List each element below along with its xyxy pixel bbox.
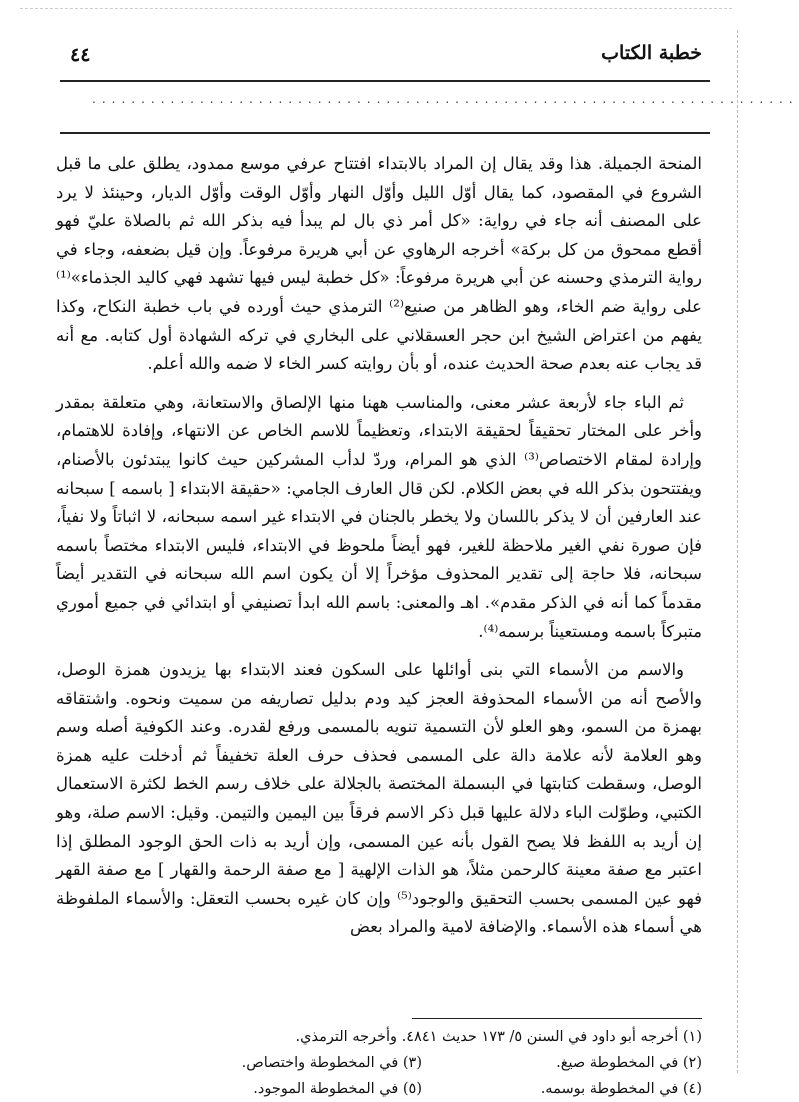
page-header [60, 38, 702, 78]
page-side-edge [737, 30, 746, 1073]
footnote-5: (٥) في المخطوطة الموجود. [253, 1081, 422, 1097]
running-title: خطبة الكتاب [601, 42, 702, 64]
page-top-edge [20, 8, 732, 9]
footnote-1: (١) أخرجه أبو داود في السنن ٥/ ١٧٣ حديث ٤٨٤١. وأخرجه الترمذي. [295, 1029, 702, 1045]
main-text [56, 150, 702, 952]
ellipsis-line: ........................................................................ [92, 92, 799, 106]
footnote-row [56, 1076, 702, 1102]
paragraph: المنحة الجميلة. هذا وقد يقال إن المراد بالابتداء افتتاح عرفي موسع ممدود، يطلق على ما قبل الشروع في المقصود، كما يقال أوّل الليل وأوّل النهار وأوّل الوقت وأوّل الديار، وحينئذ لا يرد على المصنف أنه جاء في رواية: «كل أمر ذي بال لم يبدأ فيه بذكر الله ثم بالصلاة عليّ فهو أقطع ممحوق من كل بركة» أخرجه الرهاوي عن أبي هريرة مرفوعاً. وإن قيل بضعفه، وجاء في رواية الترمذي وحسنه عن أبي هريرة مرفوعاً: «كل خطبة ليس فيها تشهد فهي كاليد الجذماء»⁽¹⁾ على رواية ضم الخاء، وهو الظاهر من صنيع⁽²⁾ الترمذي حيث أورده في باب خطبة النكاح، وكذا يفهم من اعتراض الشيخ ابن حجر العسقلاني على البخاري في تركه الشهادة أول كتابه. مع أنه قد يجاب عنه بعدم صحة الحديث عنده، أو بأن روايته كسر الخاء لا ضمه والله أعلم. [56, 154, 702, 374]
footnote-rule [412, 1018, 702, 1019]
body-top-rule [60, 132, 710, 134]
paragraph: ثم الباء جاء لأربعة عشر معنى، والمناسب ههنا منها الإلصاق والاستعانة، وهي متعلقة بمقدر وأخر على المختار تحقيقاً لحقيقة الابتداء، وتعظيماً للاسم الخاص عن الانتهاء، وإفادة للاهتمام، وإرادة لمقام الاختصاص⁽³⁾ الذي هو المرام، وردّ لدأب المشركين حيث كانوا يبتدئون بالأصنام، ويفتتحون بذكر الله في بعض الكلام. لكن قال العارف الجامي: «حقيقة الابتداء [ باسمه ] سبحانه عند العارفين أن لا يذكر باللسان ولا يخطر بالجنان في الابتداء غير اسمه سبحانه، لا اثباتاً ولا نفياً، فإن صورة نفي الغير ملاحظة للغير، فهو أيضاً ملحوظ في الابتداء، فليس الابتداء مختصاً باسمه سبحانه، فلا حاجة إلى تقدير المحذوف مؤخراً إلا أن يكون اسم الله سبحانه في التقدير أيضاً مقدماً كما أنه في الذكر مقدم». اهـ والمعنى: باسم الله ابدأ تصنيفي أو ابتدائي في جميع أموري متبركاً باسمه ومستعيناً برسمه⁽⁴⁾. [56, 392, 702, 641]
footnote-row [56, 1024, 702, 1050]
footnote-3: (٣) في المخطوطة واختصاص. [241, 1055, 422, 1071]
paragraph: والاسم من الأسماء التي بنى أوائلها على السكون فعند الابتداء بها يزيدون همزة الوصل، والأصح أنه من الأسماء المحذوفة العجز كيد ودم بدليل تصاريفه من سميت ونحوه. واشتقاقه بهمزة من السمو، وهو العلو لأن التسمية تنويه بالمسمى ورفع لقدره. وعند الكوفية أصله وسم وهو العلامة لأنه علامة دالة على المسمى فحذف حرف العلة تخفيفاً ثم أدخلت عليه همزة الوصل، وسقطت كتابتها في البسملة المختصة بالجلالة على خلاف رسم الخط لكثرة الاستعمال الكتبي، وطوّلت الباء دلالة عليها قبل ذكر الاسم فرقاً بين اليمين والتيمن. وقيل: الاسم صلة، وهو إن أريد به اللفظ فلا يصح القول بأنه عين المسمى، وإن أريد به ذات الحق الوجود المطلق إذا اعتبر مع صفة معينة كالرحمن مثلاً، هو الذات الإلهية [ مع صفة الرحمة والقهار ] مع صفة القهر فهو عين المسمى بحسب التحقيق والوجود⁽⁵⁾ وإن كان غيره بحسب التعقل: والأسماء الملفوظة هي أسماء هذه الأسماء. والإضافة لامية والمراد بعض [56, 660, 702, 937]
footnotes [56, 1024, 702, 1102]
footnote-2: (٢) في المخطوطة صيغ. [556, 1055, 702, 1071]
page-number: ٤٤ [70, 44, 91, 66]
header-rule [60, 80, 710, 82]
footnote-row [56, 1050, 702, 1076]
footnote-4: (٤) في المخطوطة بوسمه. [540, 1081, 702, 1097]
